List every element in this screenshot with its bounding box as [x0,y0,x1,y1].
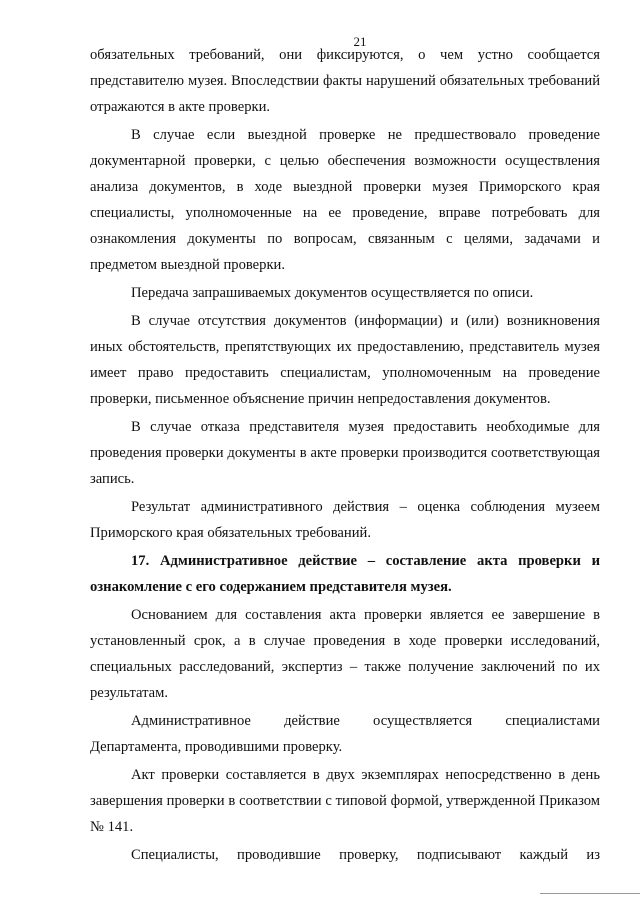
paragraph-refusal: В случае отказа представителя музея предоставить необходимые для проведения проверки документы в акте проверки производится соответствующая запись. [90,419,600,487]
paragraph-act-copies: Акт проверки составляется в двух экземплярах непосредственно в день завершения проверки в соответствии с типовой формой, утвержденной Приказом № 141. [90,767,600,835]
paragraph-basis-for-act: Основанием для составления акта проверки является ее завершение в установленный срок, а в случае проведения в ходе проверки исследований, специальных расследований, экспертиз – также получение заключений по их результатам. [90,607,600,701]
paragraph-absence-of-documents: В случае отсутствия документов (информации) и (или) возникновения иных обстоятельств, препятствующих их предоставлению, представитель музея имеет право предоставить специалистам, уполномоченным на проведение проверки, письменное объяснение причин непредоставления документов. [90,313,600,407]
paragraph-documentary-check: В случае если выездной проверке не предшествовало проведение документарной проверки, с целью обеспечения возможности осуществления анализа документов, в ходе выездной проверки музея Приморского края специалисты, уполномоченные на ее проведение, вправе потребовать для ознакомления документы по вопросам, связанным с целями, задачами и предметом выездной проверки. [90,127,600,273]
page-number: 21 [353,34,367,49]
paragraph-result: Результат административного действия – оценка соблюдения музеем Приморского края обязательных требований. [90,499,600,541]
paragraph-performers: Административное действие осуществляется специалистами Департамента, проводившими проверку. [90,713,600,755]
paragraph-continuation: обязательных требований, они фиксируются, о чем устно сообщается представителю музея. Впоследствии факты нарушений обязательных требований отражаются в акте проверки. [90,47,600,115]
document-body [90,42,600,868]
paragraph-signatures: Специалисты, проводившие проверку, подписывают каждый из [131,847,600,863]
paragraph-document-transfer: Передача запрашиваемых документов осуществляется по описи. [131,285,534,301]
bottom-scan-line [540,893,640,894]
section-heading-17: 17. Административное действие – составление акта проверки и ознакомление с его содержанием представителя музея. [90,553,600,595]
